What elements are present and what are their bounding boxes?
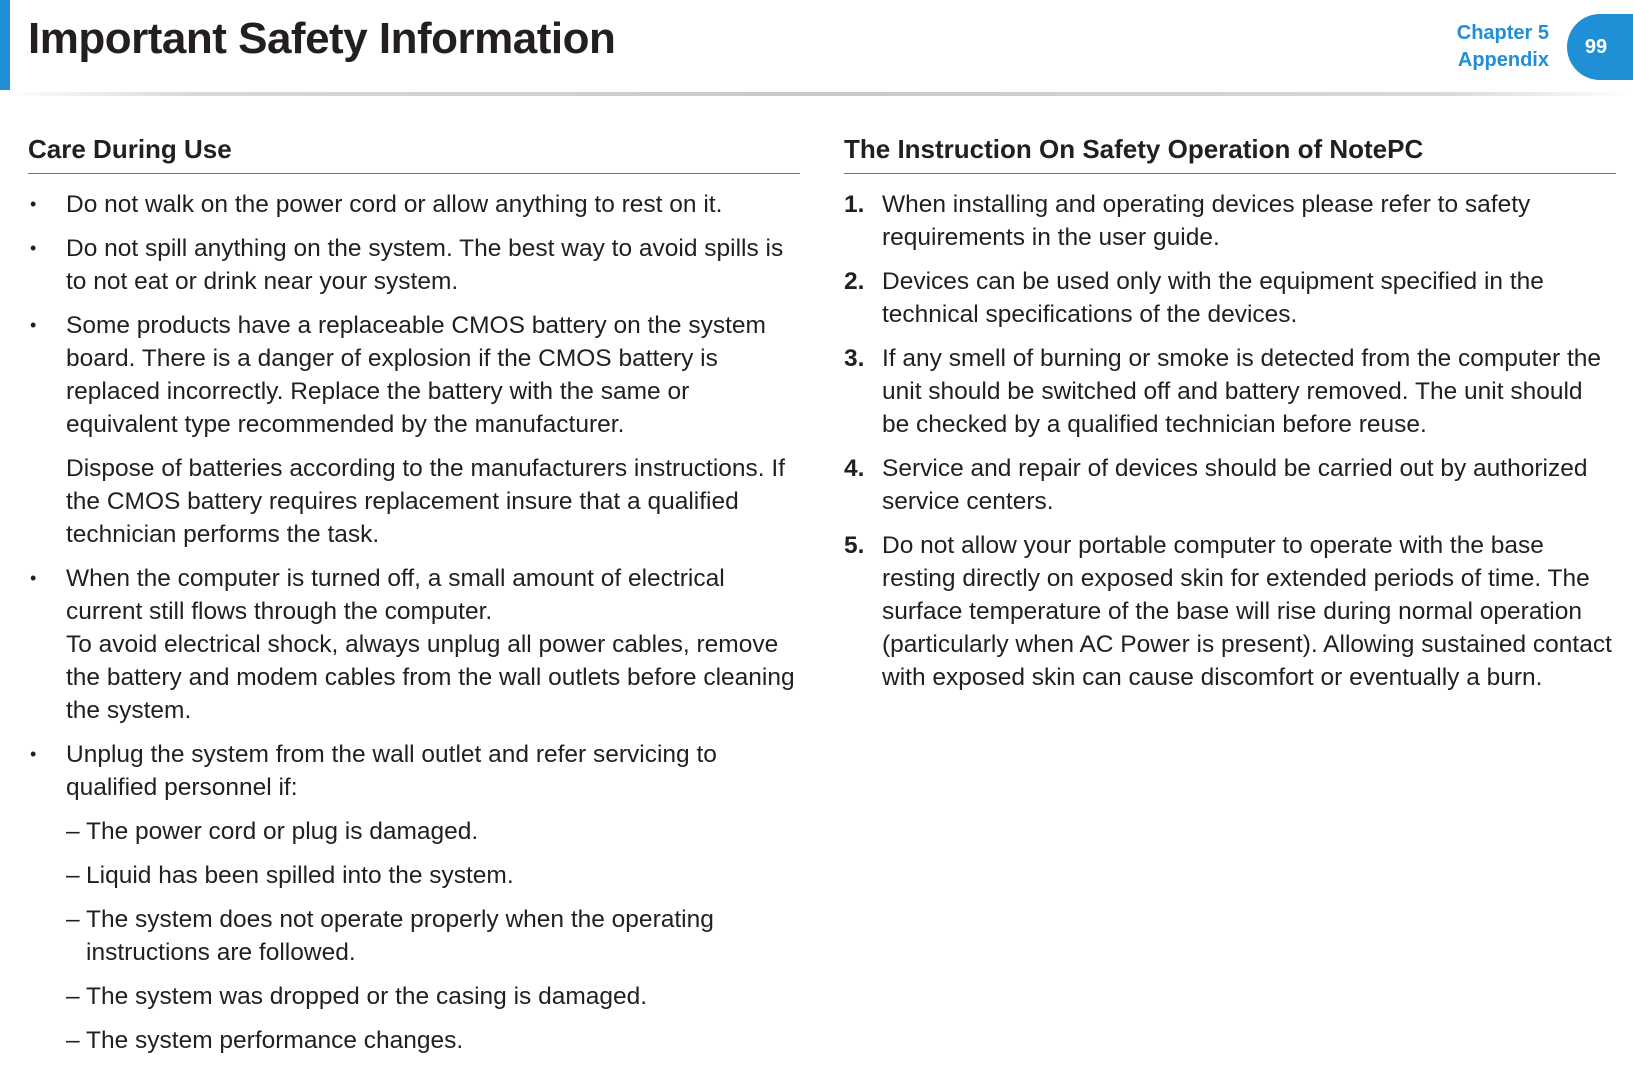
section-heading-safety-operation: The Instruction On Safety Operation of NotePC (844, 134, 1616, 174)
section-heading-care: Care During Use (28, 134, 800, 174)
sub-item-list (28, 815, 800, 1057)
numbered-item (844, 188, 1616, 254)
list-item-text: When the computer is turned off, a small amount of electrical current still flows through the computer. (66, 565, 725, 625)
list-item-text-continued: To avoid electrical shock, always unplug all power cables, remove the battery and modem cables from the wall outlets before cleaning the system. (66, 631, 795, 724)
sub-list-item (28, 859, 800, 892)
sub-list-item-text: The system performance changes. (86, 1027, 464, 1054)
safety-operation-section (844, 134, 1616, 705)
list-item-text: Do not walk on the power cord or allow anything to rest on it. (66, 191, 723, 218)
sub-list-item-text: The system was dropped or the casing is damaged. (86, 983, 648, 1010)
list-item (28, 232, 800, 298)
header-accent-bar (0, 0, 10, 90)
dash-marker: – (66, 862, 80, 889)
sub-list-item-text: The power cord or plug is damaged. (86, 818, 479, 845)
bullet-marker: • (30, 194, 37, 214)
numbered-item-text: If any smell of burning or smoke is detected from the computer the unit should be switched off and battery removed. The unit should be checked by a qualified technician before reuse. (882, 345, 1602, 438)
list-item-text: Unplug the system from the wall outlet and refer servicing to qualified personnel if: (66, 741, 717, 801)
numbered-item (844, 452, 1616, 518)
bullet-marker: • (30, 744, 37, 764)
numbered-item (844, 265, 1616, 331)
safety-numbered-list (844, 188, 1616, 694)
header-divider (0, 92, 1633, 96)
chapter-section: Appendix (1457, 49, 1549, 71)
item-number: 1. (844, 191, 865, 218)
chapter-number: Chapter 5 (1456, 22, 1549, 44)
page-number-badge: 99 (1567, 14, 1633, 80)
sub-list-item-text: Liquid has been spilled into the system. (86, 862, 514, 889)
list-item-text: Some products have a replaceable CMOS battery on the system board. There is a danger of explosion if the CMOS battery is replaced incorrectly. Replace the battery with the same or equivalent type recommended by the manufacturer. (66, 312, 766, 438)
page-title: Important Safety Information (28, 14, 616, 63)
bullet-marker: • (30, 238, 37, 258)
bullet-marker: • (30, 568, 37, 588)
numbered-item-text: Service and repair of devices should be carried out by authorized service centers. (882, 455, 1588, 515)
numbered-item-text: Do not allow your portable computer to operate with the base resting directly on exposed skin for extended periods of time. The surface temperature of the base will rise during normal operation (particularly when AC Power is present). Allowing sustained contact with exposed skin can cause discomfort or eventually a burn. (882, 532, 1612, 691)
item-number: 3. (844, 345, 865, 372)
sub-list-item (28, 903, 800, 969)
numbered-item-text: When installing and operating devices please refer to safety requirements in the user guide. (882, 191, 1531, 251)
item-number: 4. (844, 455, 865, 482)
item-number: 5. (844, 532, 865, 559)
care-bullet-list-continued (28, 562, 800, 804)
list-item (28, 562, 800, 727)
list-item (28, 309, 800, 441)
sub-list-item (28, 1024, 800, 1057)
list-item-text: Do not spill anything on the system. The best way to avoid spills is to not eat or drink near your system. (66, 235, 784, 295)
care-during-use-section (28, 134, 800, 1068)
sub-list-item-text: The system does not operate properly when the operating instructions are followed. (86, 906, 714, 966)
dash-marker: – (66, 818, 80, 845)
dash-marker: – (66, 1027, 80, 1054)
numbered-item (844, 529, 1616, 694)
sub-list-item (28, 980, 800, 1013)
dash-marker: – (66, 906, 80, 933)
battery-disposal-paragraph: Dispose of batteries according to the manufacturers instructions. If the CMOS battery requires replacement insure that a qualified technician performs the task. (66, 455, 786, 548)
list-item (28, 738, 800, 804)
item-number: 2. (844, 268, 865, 295)
list-item (28, 188, 800, 221)
dash-marker: – (66, 983, 80, 1010)
care-bullet-list (28, 188, 800, 441)
chapter-label (1457, 20, 1549, 74)
numbered-item-text: Devices can be used only with the equipment specified in the technical specifications of the devices. (882, 268, 1544, 328)
bullet-marker: • (30, 315, 37, 335)
numbered-item (844, 342, 1616, 441)
sub-list-item (28, 815, 800, 848)
